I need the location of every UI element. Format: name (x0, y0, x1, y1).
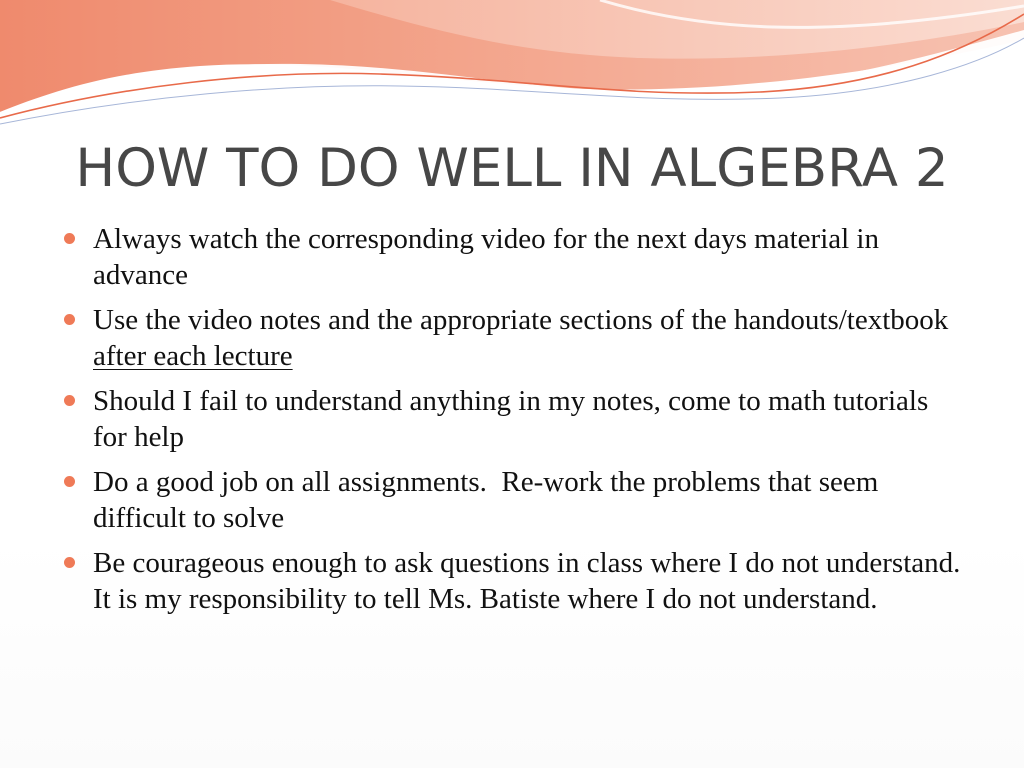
slide-title: HOW TO DO WELL IN ALGEBRA 2 (75, 138, 949, 199)
bullet-item (62, 302, 962, 374)
bullet-text: Should I fail to understand anything in my notes, come to math tutorials for help (93, 385, 929, 453)
emphasis-text: after each lecture (93, 340, 293, 372)
bullet-item (62, 383, 962, 455)
bullet-text: Do a good job on all assignments. Re-work the problems that seem difficult to solve (93, 466, 886, 534)
bullet-text: Always watch the corresponding video for the next days material in advance (93, 223, 879, 291)
bullet-item (62, 221, 962, 293)
bullet-dot-icon (64, 476, 75, 487)
decorative-wave-header (0, 0, 1024, 130)
bullet-dot-icon (64, 314, 75, 325)
bullet-list (62, 221, 962, 626)
bullet-item (62, 545, 962, 617)
bullet-text: Use the video notes and the appropriate sections of the handouts/textbook (93, 304, 949, 336)
bullet-dot-icon (64, 233, 75, 244)
bullet-item (62, 464, 962, 536)
bullet-dot-icon (64, 557, 75, 568)
bullet-text: Be courageous enough to ask questions in class where I do not understand. It is my responsibility to tell Ms. Batiste where I do not understand. (93, 547, 961, 615)
bullet-dot-icon (64, 395, 75, 406)
